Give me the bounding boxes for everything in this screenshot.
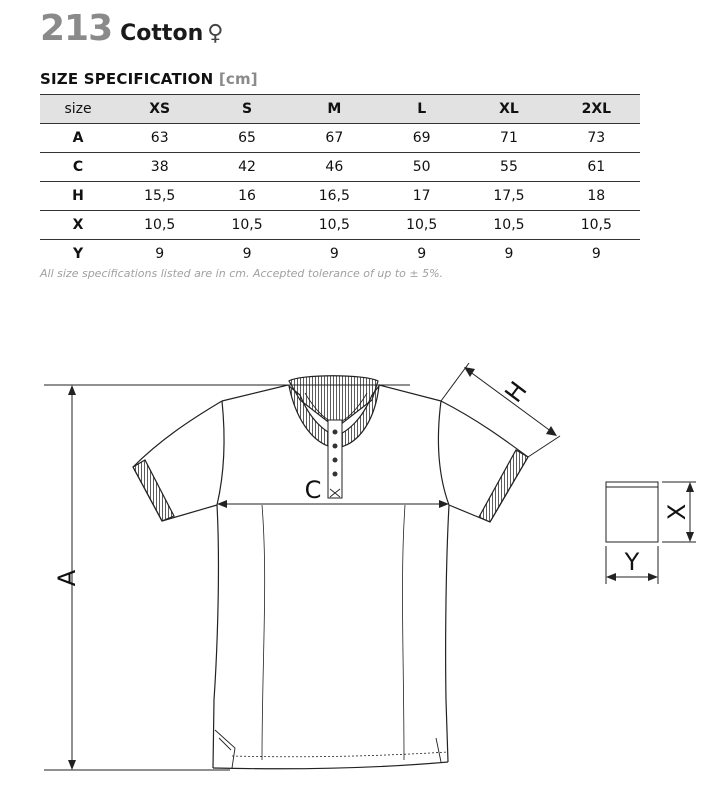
button-icon <box>333 472 338 477</box>
row-label: X <box>40 211 116 240</box>
table-cell: 55 <box>465 153 552 182</box>
column-header: 2XL <box>553 95 640 124</box>
dimension-label-y: Y <box>624 548 640 576</box>
placket <box>328 420 342 498</box>
dimension-a <box>44 385 410 770</box>
button-icon <box>333 444 338 449</box>
dimension-label-a: A <box>53 569 81 587</box>
dimension-label-h: H <box>499 376 533 408</box>
column-header: XL <box>465 95 552 124</box>
table-cell: 18 <box>553 182 640 211</box>
column-header: L <box>378 95 465 124</box>
column-header: S <box>203 95 290 124</box>
table-cell: 10,5 <box>378 211 465 240</box>
table-cell: 16,5 <box>291 182 378 211</box>
table-cell: 10,5 <box>116 211 203 240</box>
table-cell: 9 <box>417 246 427 262</box>
rib-detail <box>606 482 696 584</box>
button-icon <box>333 458 338 463</box>
table-cell: 17 <box>378 182 465 211</box>
table-cell: 69 <box>378 124 465 153</box>
table-cell: 9 <box>242 246 252 262</box>
product-name: Cotton <box>120 21 204 46</box>
table-cell: 42 <box>203 153 290 182</box>
dimension-c <box>217 500 449 508</box>
row-label: Y <box>72 246 84 262</box>
section-title-text: SIZE SPECIFICATION <box>40 70 214 88</box>
table-cell: 10,5 <box>291 211 378 240</box>
table-cell: 65 <box>203 124 290 153</box>
female-symbol-icon: ♀ <box>207 21 224 46</box>
table-cell: 50 <box>378 153 465 182</box>
row-label: C <box>40 153 116 182</box>
column-header: XS <box>116 95 203 124</box>
tolerance-footnote: All size specifications listed are in cm. Accepted tolerance of up to ± 5%. <box>40 267 444 280</box>
table-cell: 10,5 <box>553 211 640 240</box>
table-cell: 16 <box>203 182 290 211</box>
table-cell: 67 <box>291 124 378 153</box>
product-code: 213 <box>40 8 113 49</box>
table-cell: 73 <box>553 124 640 153</box>
side-vent <box>215 730 441 768</box>
table-cell: 15,5 <box>116 182 203 211</box>
button-icon <box>333 430 338 435</box>
right-sleeve-cuff <box>479 450 528 522</box>
column-header: size <box>40 95 116 124</box>
table-cell: 9 <box>155 246 165 262</box>
table-cell: 63 <box>116 124 203 153</box>
table-cell: 10,5 <box>203 211 290 240</box>
left-sleeve-cuff <box>133 460 174 521</box>
table-cell: 71 <box>465 124 552 153</box>
dimension-label-c: C <box>304 476 322 504</box>
row-label: H <box>40 182 116 211</box>
table-cell: 9 <box>329 246 339 262</box>
table-cell: 10,5 <box>465 211 552 240</box>
table-cell: 9 <box>504 246 514 262</box>
column-header: M <box>291 95 378 124</box>
table-cell: 38 <box>116 153 203 182</box>
section-unit: [cm] <box>218 70 258 88</box>
table-cell: 61 <box>553 153 640 182</box>
row-label: A <box>40 124 116 153</box>
table-cell: 9 <box>591 246 601 262</box>
table-cell: 46 <box>291 153 378 182</box>
dimension-label-x: X <box>663 503 691 521</box>
table-cell: 17,5 <box>465 182 552 211</box>
